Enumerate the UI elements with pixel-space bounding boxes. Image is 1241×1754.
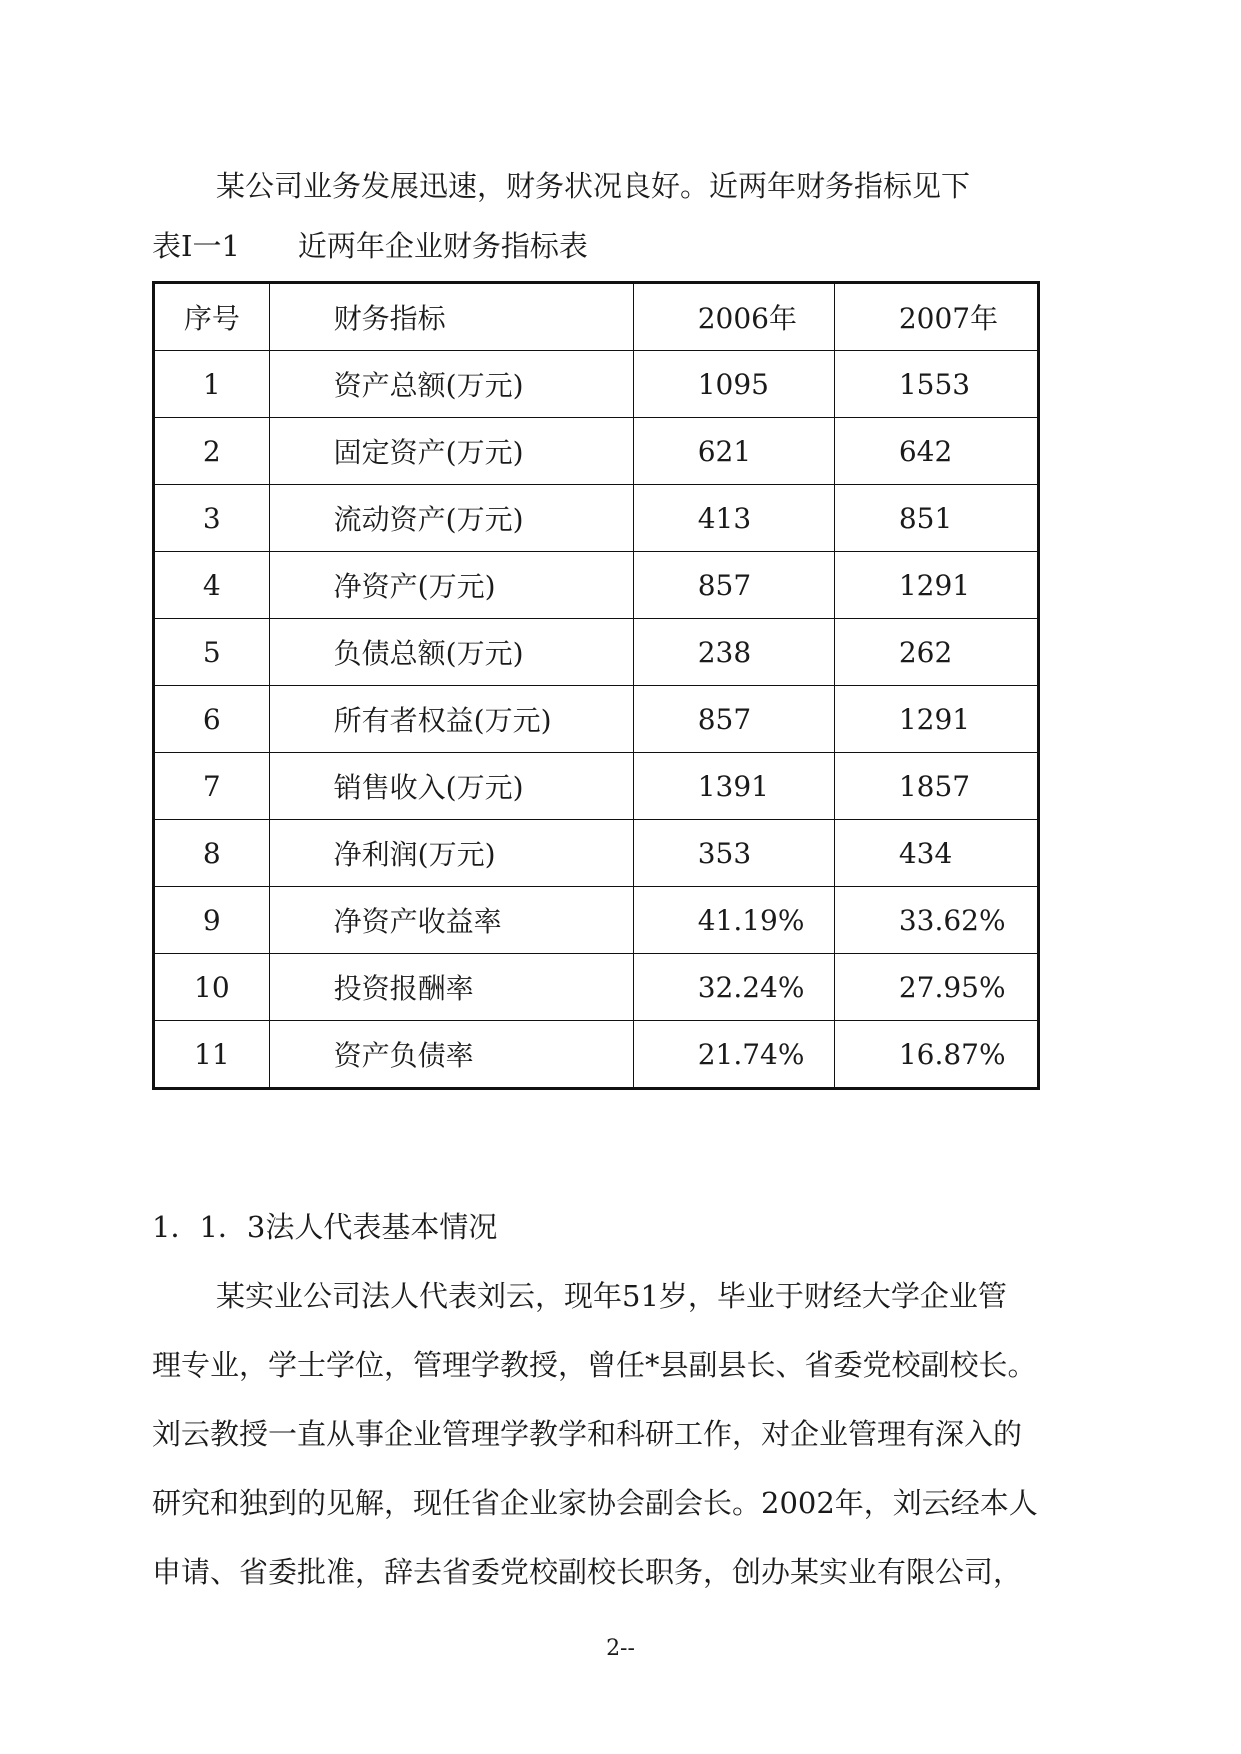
body-line: 刘云教授一直从事企业管理学教学和科研工作，对企业管理有深入的 (152, 1417, 1023, 1451)
cell-2006: 621 (633, 418, 834, 485)
body-line: 研究和独到的见解，现任省企业家协会副会长。2002年，刘云经本人 (152, 1486, 1038, 1520)
table-row (154, 351, 1039, 418)
cell-index: 6 (154, 686, 270, 753)
header-2007: 2007年 (834, 283, 1038, 351)
cell-2007: 1291 (834, 552, 1038, 619)
cell-indicator: 所有者权益(万元) (269, 686, 633, 753)
cell-2006: 41.19% (633, 887, 834, 954)
table-row (154, 686, 1039, 753)
cell-2007: 262 (834, 619, 1038, 686)
header-2006: 2006年 (633, 283, 834, 351)
cell-2007: 1553 (834, 351, 1038, 418)
cell-2007: 16.87% (834, 1021, 1038, 1089)
cell-2006: 1095 (633, 351, 834, 418)
cell-2007: 27.95% (834, 954, 1038, 1021)
table-row (154, 418, 1039, 485)
header-indicator: 财务指标 (269, 283, 633, 351)
cell-indicator: 流动资产(万元) (269, 485, 633, 552)
section-heading: 1．1．3法人代表基本情况 (152, 1210, 498, 1244)
cell-index: 9 (154, 887, 270, 954)
body-line: 理专业，学士学位，管理学教授，曾任*县副县长、省委党校副校长。 (152, 1348, 1037, 1382)
cell-2006: 1391 (633, 753, 834, 820)
cell-indicator: 固定资产(万元) (269, 418, 633, 485)
table-row (154, 753, 1039, 820)
table-caption (152, 228, 588, 264)
page-number: 2-- (606, 1636, 635, 1661)
cell-2007: 1857 (834, 753, 1038, 820)
cell-2006: 857 (633, 552, 834, 619)
cell-2007: 851 (834, 485, 1038, 552)
header-index: 序号 (154, 283, 270, 351)
cell-2006: 413 (633, 485, 834, 552)
cell-2007: 642 (834, 418, 1038, 485)
table-row (154, 619, 1039, 686)
financial-indicators-table (152, 281, 1040, 1090)
cell-index: 8 (154, 820, 270, 887)
table-row (154, 820, 1039, 887)
cell-indicator: 净资产(万元) (269, 552, 633, 619)
intro-paragraph: 某公司业务发展迅速，财务状况良好。近两年财务指标见下 (216, 169, 971, 203)
table-row (154, 954, 1039, 1021)
cell-2007: 434 (834, 820, 1038, 887)
cell-indicator: 净利润(万元) (269, 820, 633, 887)
body-line: 申请、省委批准，辞去省委党校副校长职务，创办某实业有限公司， (152, 1555, 1023, 1589)
cell-2006: 353 (633, 820, 834, 887)
cell-indicator: 投资报酬率 (269, 954, 633, 1021)
table-header-row (154, 283, 1039, 351)
body-line: 某实业公司法人代表刘云，现年51岁，毕业于财经大学企业管 (216, 1279, 1007, 1313)
cell-indicator: 净资产收益率 (269, 887, 633, 954)
cell-2006: 32.24% (633, 954, 834, 1021)
cell-2006: 21.74% (633, 1021, 834, 1089)
cell-index: 5 (154, 619, 270, 686)
table-row (154, 552, 1039, 619)
cell-index: 11 (154, 1021, 270, 1089)
cell-2006: 857 (633, 686, 834, 753)
cell-indicator: 资产总额(万元) (269, 351, 633, 418)
table-row (154, 887, 1039, 954)
table-row (154, 1021, 1039, 1089)
cell-2006: 238 (633, 619, 834, 686)
table-body (154, 351, 1039, 1089)
cell-2007: 33.62% (834, 887, 1038, 954)
cell-indicator: 销售收入(万元) (269, 753, 633, 820)
cell-index: 2 (154, 418, 270, 485)
cell-index: 10 (154, 954, 270, 1021)
cell-index: 3 (154, 485, 270, 552)
cell-indicator: 资产负债率 (269, 1021, 633, 1089)
cell-index: 7 (154, 753, 270, 820)
cell-indicator: 负债总额(万元) (269, 619, 633, 686)
cell-2007: 1291 (834, 686, 1038, 753)
cell-index: 4 (154, 552, 270, 619)
table-row (154, 485, 1039, 552)
table-caption-number: 表Ⅰ一1 (152, 229, 240, 263)
table-caption-title: 近两年企业财务指标表 (297, 229, 588, 263)
cell-index: 1 (154, 351, 270, 418)
